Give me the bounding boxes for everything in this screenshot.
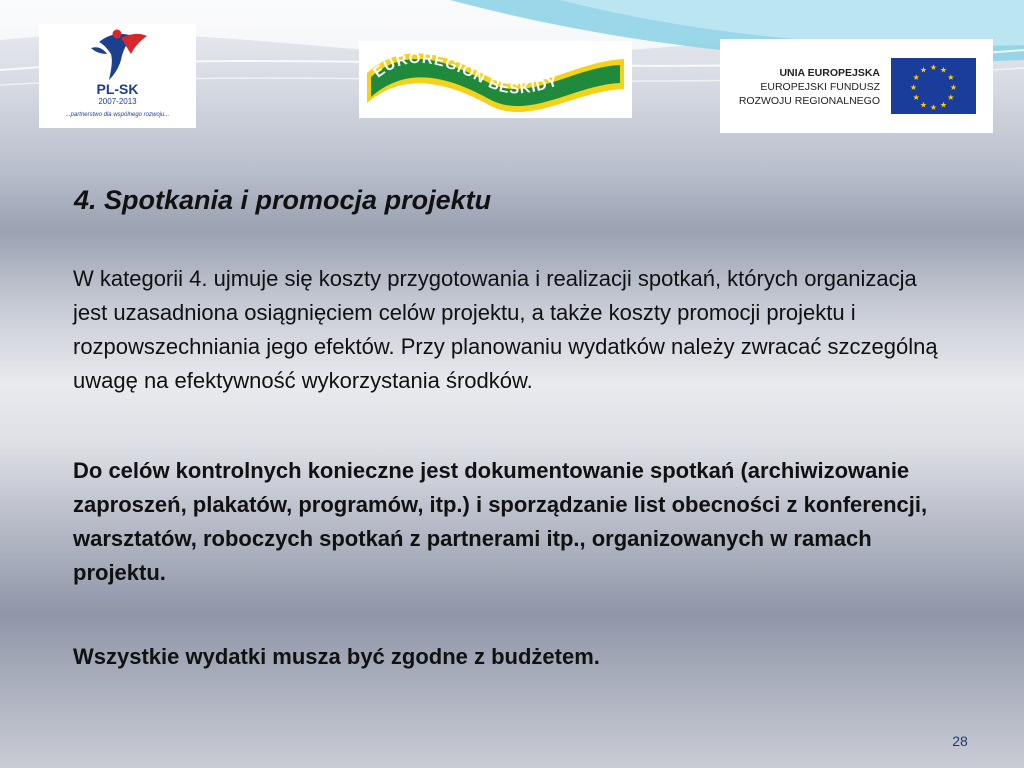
euroregion-banner-icon [359, 41, 632, 118]
eu-line-1: UNIA EUROPEJSKA [779, 67, 880, 79]
body-paragraph-3: Wszystkie wydatki musza być zgodne z budżetem. [73, 644, 600, 669]
svg-text:★: ★ [909, 83, 918, 92]
eu-flag-icon [891, 58, 976, 114]
slide-title: 4. Spotkania i promocja projektu [74, 185, 492, 215]
svg-text:★: ★ [912, 73, 920, 82]
svg-text:★: ★ [929, 63, 938, 72]
svg-text:★: ★ [912, 93, 920, 102]
plsk-figure-icon [39, 24, 196, 84]
plsk-name: PL-SK [96, 81, 139, 97]
plsk-logo [39, 24, 196, 128]
svg-text:★: ★ [939, 65, 948, 75]
plsk-years: 2007-2013 [98, 97, 137, 106]
euroregion-beskidy-logo [359, 41, 632, 118]
svg-text:★: ★ [949, 83, 958, 92]
plsk-tagline: ...partnerstwo dla wspólnego rozwoju... [65, 112, 170, 118]
svg-text:★: ★ [929, 103, 938, 112]
svg-text:★: ★ [919, 100, 928, 110]
page-number: 28 [952, 733, 968, 749]
svg-text:★: ★ [947, 93, 955, 102]
eu-logo [720, 39, 993, 133]
eu-line-2: EUROPEJSKI FUNDUSZ [760, 81, 880, 93]
svg-text:★: ★ [947, 73, 955, 82]
svg-text:★: ★ [919, 65, 928, 75]
eu-logo-text [734, 66, 880, 108]
euroregion-text: EUROREGION BESKIDY [370, 49, 561, 98]
body-paragraph-2: Do celów kontrolnych konieczne jest dokumentowanie spotkań (archiwizowanie zaproszeń, plakatów, programów, itp.) i sporządzanie list obecności z konferencji, warsztatów, roboczych spotkań z partnerami itp., organizowanych w ramach projektu. [73, 458, 928, 585]
eu-line-3: ROZWOJU REGIONALNEGO [738, 95, 880, 107]
svg-text:★: ★ [939, 100, 948, 110]
body-paragraph-1: W kategorii 4. ujmuje się koszty przygotowania i realizacji spotkań, których organizacja jest uzasadniona osiągnięciem celów projektu, a także koszty promocji projektu i rozpowszechniania jego efektów. Przy planowaniu wydatków należy zwracać szczególną uwagę na efektywność wykorzystania środków. [73, 266, 938, 393]
